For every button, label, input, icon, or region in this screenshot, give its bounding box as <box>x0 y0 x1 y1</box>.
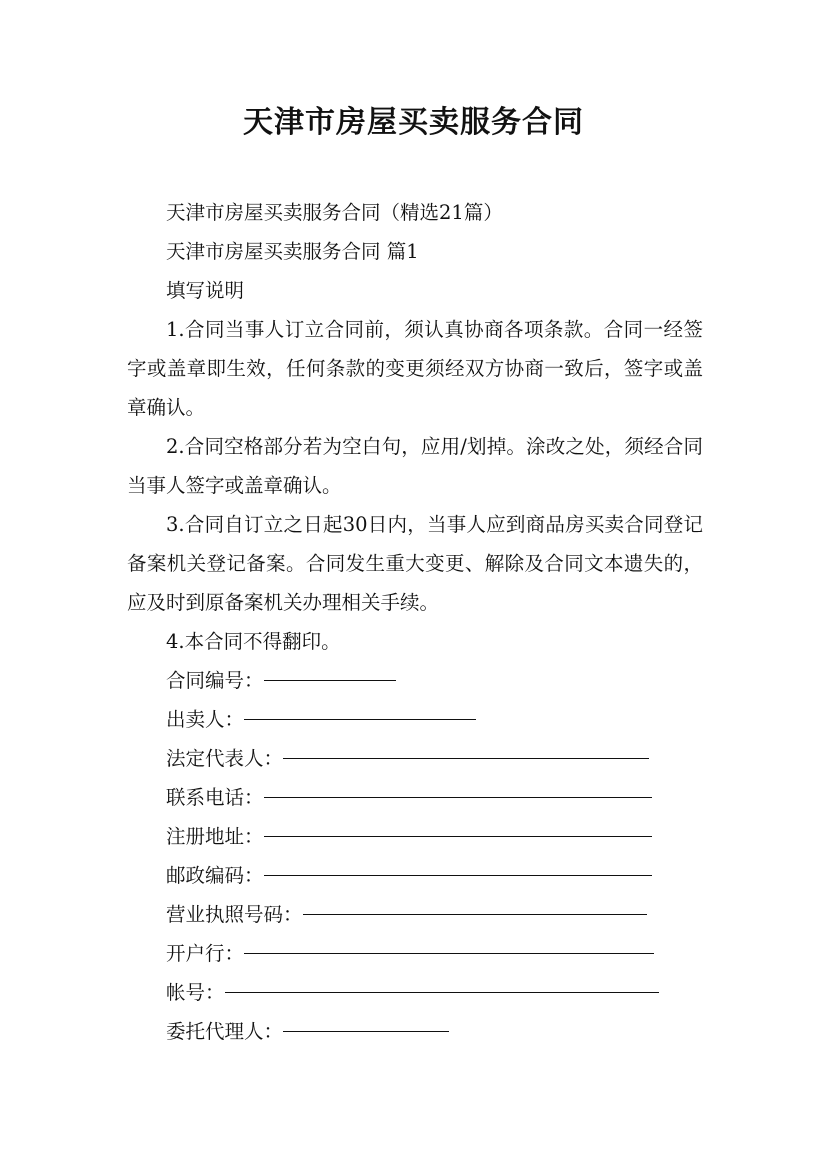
registered-address-blank <box>264 835 652 837</box>
phone-field <box>127 778 703 817</box>
postal-code-field <box>127 856 703 895</box>
phone-blank <box>264 796 652 798</box>
business-license-blank <box>303 913 647 915</box>
legal-representative-field <box>127 739 703 778</box>
account-blank <box>225 991 659 993</box>
business-license-field <box>127 895 703 934</box>
phone-label: 联系电话： <box>166 786 264 809</box>
instruction-item-1: 1.合同当事人订立合同前，须认真协商各项条款。合同一经签字或盖章即生效，任何条款的变更须经双方协商一致后，签字或盖章确认。 <box>127 318 703 419</box>
business-license-label: 营业执照号码： <box>166 903 303 926</box>
article-heading: 天津市房屋买卖服务合同 篇1 <box>166 240 419 263</box>
bank-field <box>127 934 703 973</box>
postal-code-blank <box>264 874 652 876</box>
bank-blank <box>244 952 654 954</box>
seller-field <box>127 700 703 739</box>
registered-address-label: 注册地址： <box>166 825 264 848</box>
legal-representative-label: 法定代表人： <box>166 747 284 770</box>
agent-blank <box>283 1030 449 1032</box>
agent-label: 委托代理人： <box>166 1020 284 1043</box>
instruction-item-3: 3.合同自订立之日起30日内，当事人应到商品房买卖合同登记备案机关登记备案。合同发生重大变更、解除及合同文本遗失的，应及时到原备案机关办理相关手续。 <box>127 513 703 614</box>
document-body <box>127 193 703 1051</box>
contract-number-blank <box>264 679 396 681</box>
seller-blank <box>244 718 476 720</box>
legal-representative-blank <box>283 757 649 759</box>
account-label: 帐号： <box>166 981 225 1004</box>
account-field <box>127 973 703 1012</box>
instructions-heading: 填写说明 <box>166 279 245 302</box>
agent-field <box>127 1012 703 1051</box>
collection-title: 天津市房屋买卖服务合同（精选21篇） <box>166 201 503 224</box>
instruction-item-2: 2.合同空格部分若为空白句，应用/划掉。涂改之处，须经合同当事人签字或盖章确认。 <box>127 435 703 497</box>
seller-label: 出卖人： <box>166 708 245 731</box>
instruction-item-4: 4.本合同不得翻印。 <box>166 630 341 653</box>
contract-number-field <box>127 661 703 700</box>
bank-label: 开户行： <box>166 942 245 965</box>
registered-address-field <box>127 817 703 856</box>
contract-number-label: 合同编号： <box>166 669 264 692</box>
postal-code-label: 邮政编码： <box>166 864 264 887</box>
document-title: 天津市房屋买卖服务合同 <box>243 105 584 140</box>
